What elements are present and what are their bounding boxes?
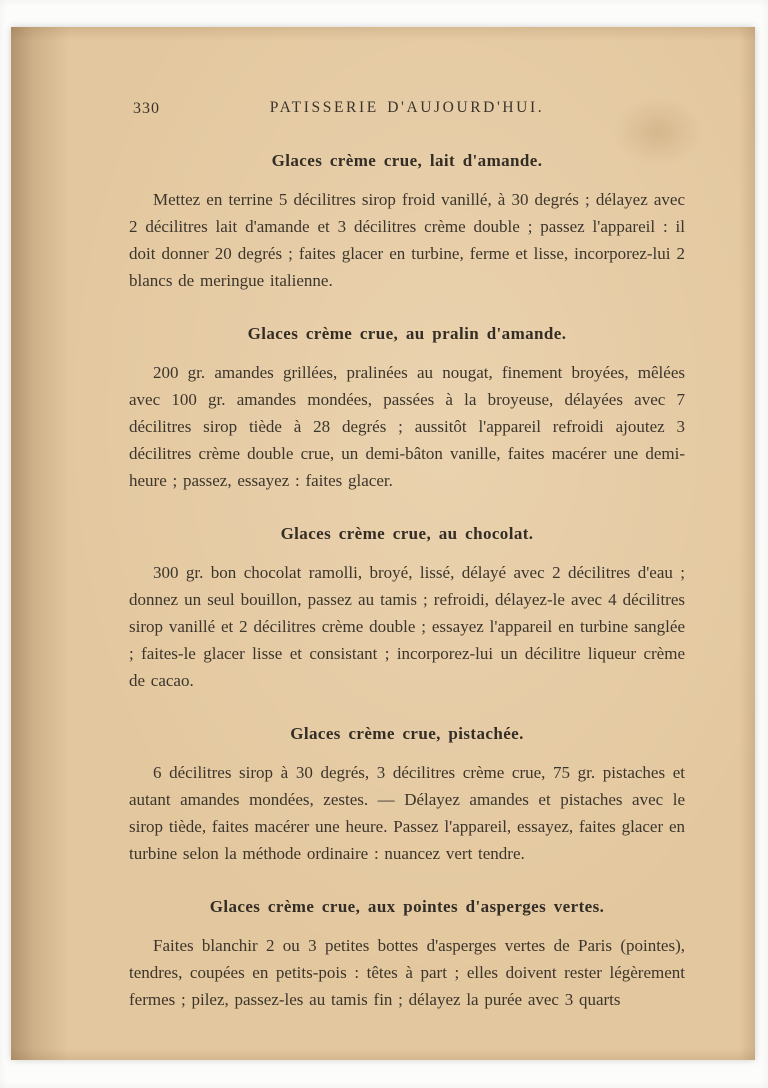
page-number: 330 bbox=[133, 100, 160, 117]
section-body: Faites blanchir 2 ou 3 petites bottes d'asperges vertes de Paris (pointes), tendres, coupées en petits-pois : têtes à part ; elles doivent rester légèrement fermes ; pilez, passez-les au tamis fin ; délayez la purée avec 3 quarts bbox=[129, 936, 685, 1009]
running-title: PATISSERIE D'AUJOURD'HUI. bbox=[269, 99, 545, 116]
recipe-section-pistachee bbox=[129, 724, 685, 867]
section-body: Mettez en terrine 5 décilitres sirop froid vanillé, à 30 degrés ; délayez avec 2 décilitres lait d'amande et 3 décilitres crème double ; passez l'appareil : il doit donner 20 degrés ; faites glacer en turbine, ferme et lisse, incorporez-lui 2 blancs de meringue italienne. bbox=[129, 190, 685, 290]
section-title: Glaces crème crue, lait d'amande. bbox=[271, 151, 543, 170]
section-body: 200 gr. amandes grillées, pralinées au nougat, finement broyées, mêlées avec 100 gr. amandes mondées, passées à la broyeuse, délayées avec 7 décilitres sirop tiède à 28 degrés ; aussitôt l'appareil refroidi ajoutez 3 décilitres crème double crue, un demi-bâton vanille, faites macérer une demi-heure ; passez, essayez : faites glacer. bbox=[129, 363, 685, 490]
section-title: Glaces crème crue, au chocolat. bbox=[280, 524, 534, 543]
section-body: 300 gr. bon chocolat ramolli, broyé, lissé, délayé avec 2 décilitres d'eau ; donnez un seul bouillon, passez au tamis ; refroidi, délayez-le avec 4 décilitres sirop vanillé et 2 décilitres crème double ; essayez l'appareil en turbine sanglée ; faites-le glacer lisse et consistant ; incorporez-lui un décilitre liqueur crème de cacao. bbox=[129, 563, 685, 690]
recipe-section-pralin-amande bbox=[129, 324, 685, 494]
section-title: Glaces crème crue, au pralin d'amande. bbox=[247, 324, 567, 343]
recipe-section-lait-amande bbox=[129, 151, 685, 294]
book-page bbox=[11, 27, 755, 1060]
page-header bbox=[129, 99, 685, 121]
recipe-section-asperges-vertes bbox=[129, 897, 685, 1013]
section-title: Glaces crème crue, aux pointes d'asperges vertes. bbox=[209, 897, 605, 916]
recipe-section-chocolat bbox=[129, 524, 685, 694]
section-title: Glaces crème crue, pistachée. bbox=[290, 724, 524, 743]
section-body: 6 décilitres sirop à 30 degrés, 3 décilitres crème crue, 75 gr. pistaches et autant amandes mondées, zestes. — Délayez amandes et pistaches avec le sirop tiède, faites macérer une heure. Passez l'appareil, essayez, faites glacer en turbine selon la méthode ordinaire : nuancez vert tendre. bbox=[129, 763, 685, 863]
page-content bbox=[129, 99, 685, 1013]
